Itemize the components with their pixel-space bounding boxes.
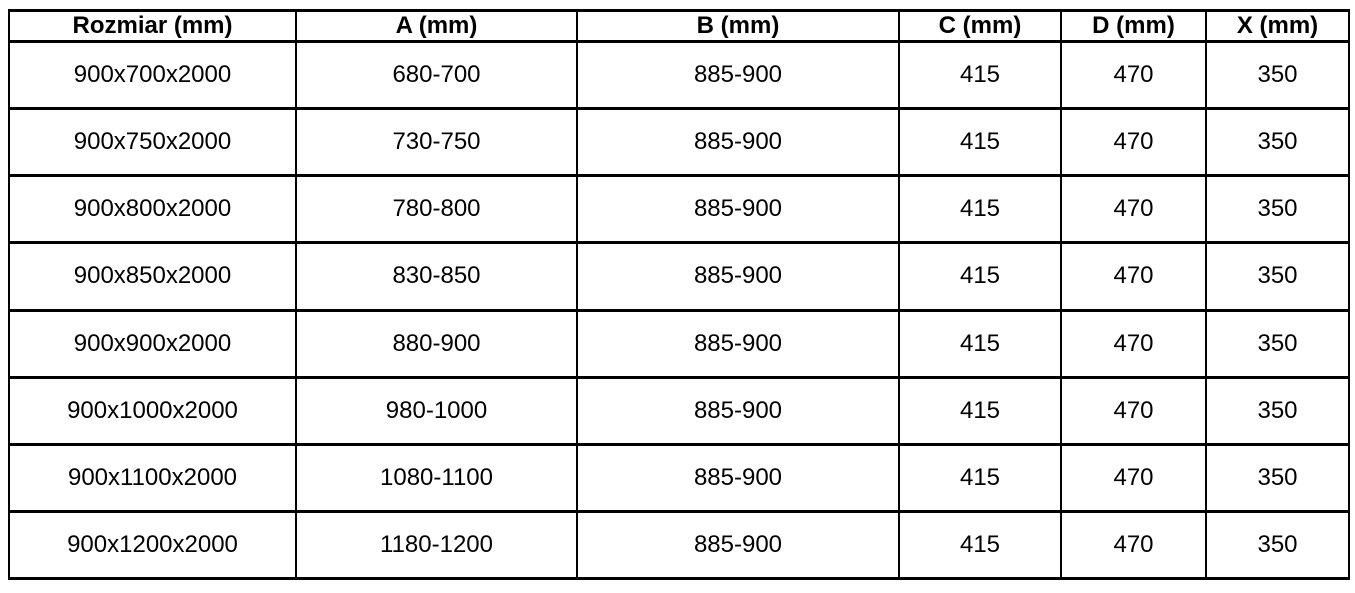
- table-row: [9, 310, 1349, 377]
- table-row: [9, 444, 1349, 511]
- dimensions-table: [8, 9, 1350, 580]
- table-cell: 900x850x2000: [9, 243, 296, 310]
- table-cell: 350: [1206, 176, 1349, 243]
- table-cell: 885-900: [577, 109, 899, 176]
- table-cell: 415: [899, 310, 1061, 377]
- table-cell: 350: [1206, 377, 1349, 444]
- table-cell: 415: [899, 444, 1061, 511]
- table-cell: 470: [1061, 109, 1206, 176]
- table-cell: 900x900x2000: [9, 310, 296, 377]
- table-cell: 900x800x2000: [9, 176, 296, 243]
- table-cell: 680-700: [296, 42, 577, 109]
- table-row: [9, 243, 1349, 310]
- table-cell: 900x1000x2000: [9, 377, 296, 444]
- column-header-b: B (mm): [577, 11, 899, 42]
- table-cell: 885-900: [577, 176, 899, 243]
- table-cell: 880-900: [296, 310, 577, 377]
- table-cell: 885-900: [577, 243, 899, 310]
- table-cell: 885-900: [577, 377, 899, 444]
- table-cell: 350: [1206, 42, 1349, 109]
- column-header-c: C (mm): [899, 11, 1061, 42]
- table-cell: 900x1100x2000: [9, 444, 296, 511]
- table-cell: 470: [1061, 511, 1206, 578]
- table-cell: 900x700x2000: [9, 42, 296, 109]
- table-cell: 730-750: [296, 109, 577, 176]
- table-cell: 1080-1100: [296, 444, 577, 511]
- table-row: [9, 511, 1349, 578]
- table-row: [9, 176, 1349, 243]
- table-cell: 885-900: [577, 511, 899, 578]
- column-header-a: A (mm): [296, 11, 577, 42]
- table-cell: 885-900: [577, 42, 899, 109]
- table-cell: 780-800: [296, 176, 577, 243]
- table-cell: 830-850: [296, 243, 577, 310]
- table-cell: 885-900: [577, 310, 899, 377]
- column-header-d: D (mm): [1061, 11, 1206, 42]
- table-cell: 350: [1206, 444, 1349, 511]
- table-row: [9, 377, 1349, 444]
- table-cell: 470: [1061, 243, 1206, 310]
- table-cell: 350: [1206, 511, 1349, 578]
- column-header-rozmiar: Rozmiar (mm): [9, 11, 296, 42]
- table-cell: 415: [899, 243, 1061, 310]
- table-row: [9, 42, 1349, 109]
- table-cell: 415: [899, 377, 1061, 444]
- table-cell: 415: [899, 42, 1061, 109]
- header-row: [9, 11, 1349, 42]
- table-cell: 470: [1061, 444, 1206, 511]
- table-cell: 470: [1061, 176, 1206, 243]
- table-cell: 1180-1200: [296, 511, 577, 578]
- table-cell: 415: [899, 109, 1061, 176]
- table-cell: 350: [1206, 109, 1349, 176]
- table-cell: 350: [1206, 310, 1349, 377]
- table-cell: 415: [899, 176, 1061, 243]
- table-cell: 980-1000: [296, 377, 577, 444]
- table-row: [9, 109, 1349, 176]
- table-cell: 470: [1061, 377, 1206, 444]
- table-cell: 350: [1206, 243, 1349, 310]
- column-header-x: X (mm): [1206, 11, 1349, 42]
- table-cell: 470: [1061, 310, 1206, 377]
- table-cell: 885-900: [577, 444, 899, 511]
- table-cell: 470: [1061, 42, 1206, 109]
- table-cell: 900x1200x2000: [9, 511, 296, 578]
- table-cell: 900x750x2000: [9, 109, 296, 176]
- table-cell: 415: [899, 511, 1061, 578]
